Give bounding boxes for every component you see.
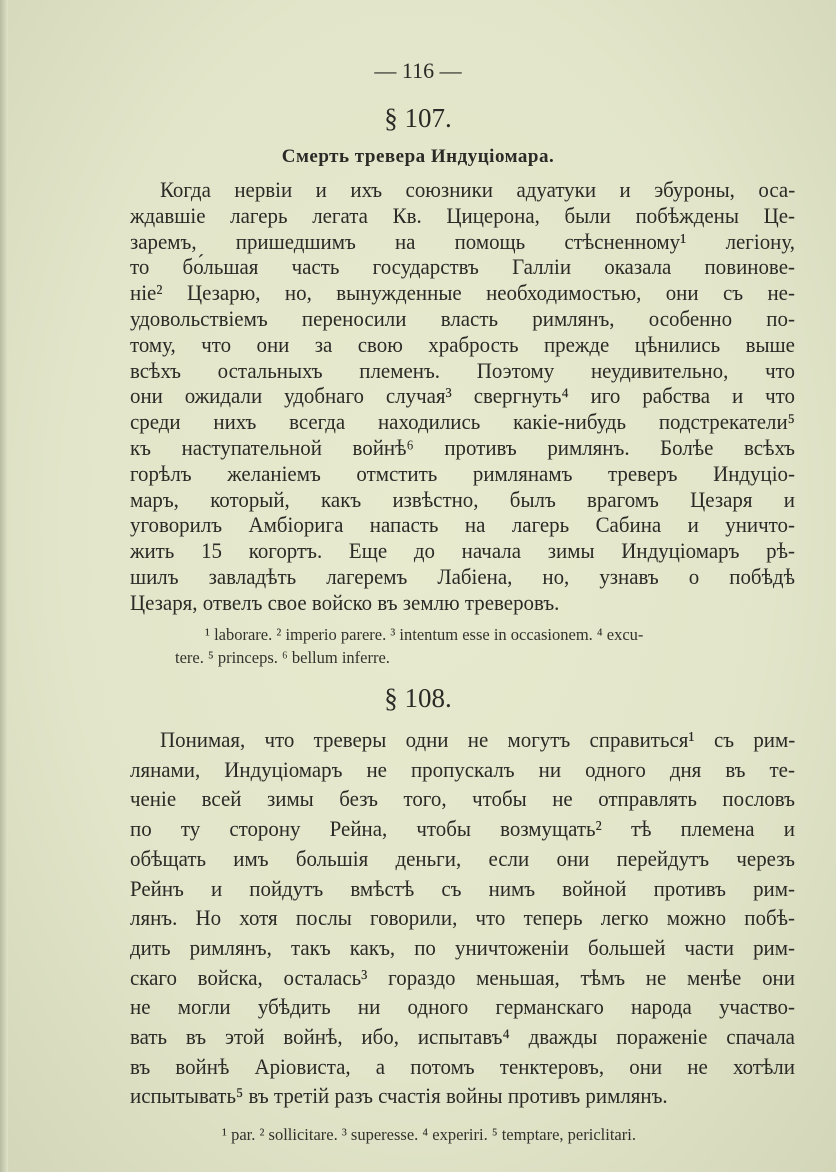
text-line: маръ, который, какъ извѣстно, былъ врагомъ Цезаря и — [130, 486, 795, 512]
section-heading-108: § 108. — [384, 683, 452, 713]
text-line: жить 15 когортъ. Еще до начала зимы Индуціомаръ рѣ- — [130, 538, 795, 564]
text-line: лянами, Индуціомаръ не пропускалъ ни одного дня въ те- — [130, 756, 795, 782]
section-title-107: Смерть тревера Индуціомара. — [281, 146, 555, 167]
page-number: — 116 — — [374, 58, 462, 83]
text-line: ченіе всей зимы безъ того, чтобы не отправлять пословъ — [130, 786, 795, 812]
footnote-107-line-2: tere. ⁵ princeps. ⁶ bellum inferre. — [175, 648, 390, 667]
text-line: по ту сторону Рейна, чтобы возмущать² тѣ племена и — [130, 816, 795, 842]
text-line: Рейнъ и пойдутъ вмѣстѣ съ нимъ войной противъ рим- — [130, 875, 795, 901]
text-line: заремъ, пришедшимъ на помощь стѣсненному¹ легіону, — [130, 228, 795, 254]
text-line: удовольствіемъ переносили власть римлянъ, особенно по- — [130, 306, 795, 331]
text-line: къ наступательной войнѣ⁶ противъ римлянъ. Болѣе всѣхъ — [130, 435, 795, 460]
footnote-107-line-1: ¹ laborare. ² imperio parere. ³ intentum esse in occasionem. ⁴ excu- — [205, 625, 644, 644]
section-heading-107: § 107. — [384, 103, 452, 133]
page-edge-shadow — [0, 0, 8, 1172]
text-line: ждавшіе лагерь легата Кв. Цицерона, были побѣждены Це- — [130, 202, 795, 228]
text-line: лянъ. Но хотя послы говорили, что теперь легко можно побѣ- — [130, 905, 795, 931]
text-line: дить римлянъ, такъ какъ, по уничтоженіи большей части рим- — [130, 934, 795, 960]
text-line: шилъ завладѣть лагеремъ Лабіена, но, узнавъ о побѣдѣ — [130, 564, 795, 589]
text-line: испытывать⁵ въ третій разъ счастія войны противъ римлянъ. — [130, 1083, 668, 1109]
text-line: то бо́льшая часть государствъ Галліи оказала повинове- — [130, 254, 795, 280]
text-line: Когда нервіи и ихъ союзники адуатуки и эбуроны, оса- — [160, 177, 796, 202]
text-line: всѣхъ остальныхъ племенъ. Поэтому неудивительно, что — [130, 357, 795, 383]
text-line: горѣлъ желаніемъ отмстить римлянамъ треверъ Индуціо- — [130, 460, 795, 486]
text-line: не могли убѣдить ни одного германскаго народа участво- — [130, 994, 795, 1020]
text-line: въ войнѣ Аріовиста, а потомъ тенктеровъ, они не хотѣли — [130, 1053, 795, 1079]
text-line: тому, что они за свою храбрость прежде цѣнились выше — [130, 331, 795, 357]
text-line: скаго войска, осталась³ гораздо меньшая, тѣмъ не менѣе они — [130, 964, 795, 990]
text-line: вать въ этой войнѣ, ибо, испытавъ⁴ дважды пораженіе спачала — [130, 1024, 795, 1049]
text-line: Понимая, что треверы одни не могутъ справиться¹ съ рим- — [160, 727, 796, 752]
text-line: ніе² Цезарю, но, вынужденные необходимостью, они съ не- — [130, 280, 795, 306]
text-line: уговорилъ Амбіорига напасть на лагерь Сабина и уничто- — [130, 512, 795, 538]
footnote-108: ¹ par. ² sollicitare. ³ superesse. ⁴ experiri. ⁵ temptare, periclitari. — [222, 1125, 636, 1144]
text-line: среди нихъ всегда находились какіе-нибудь подстрекатели⁵ — [130, 409, 795, 435]
text-line: обѣщать имъ большія деньги, если они перейдутъ черезъ — [130, 845, 795, 871]
text-line: они ожидали удобнаго случая³ свергнуть⁴ иго рабства и что — [130, 383, 795, 409]
text-line: Цезаря, отвелъ свое войско въ землю треверовъ. — [130, 589, 560, 615]
